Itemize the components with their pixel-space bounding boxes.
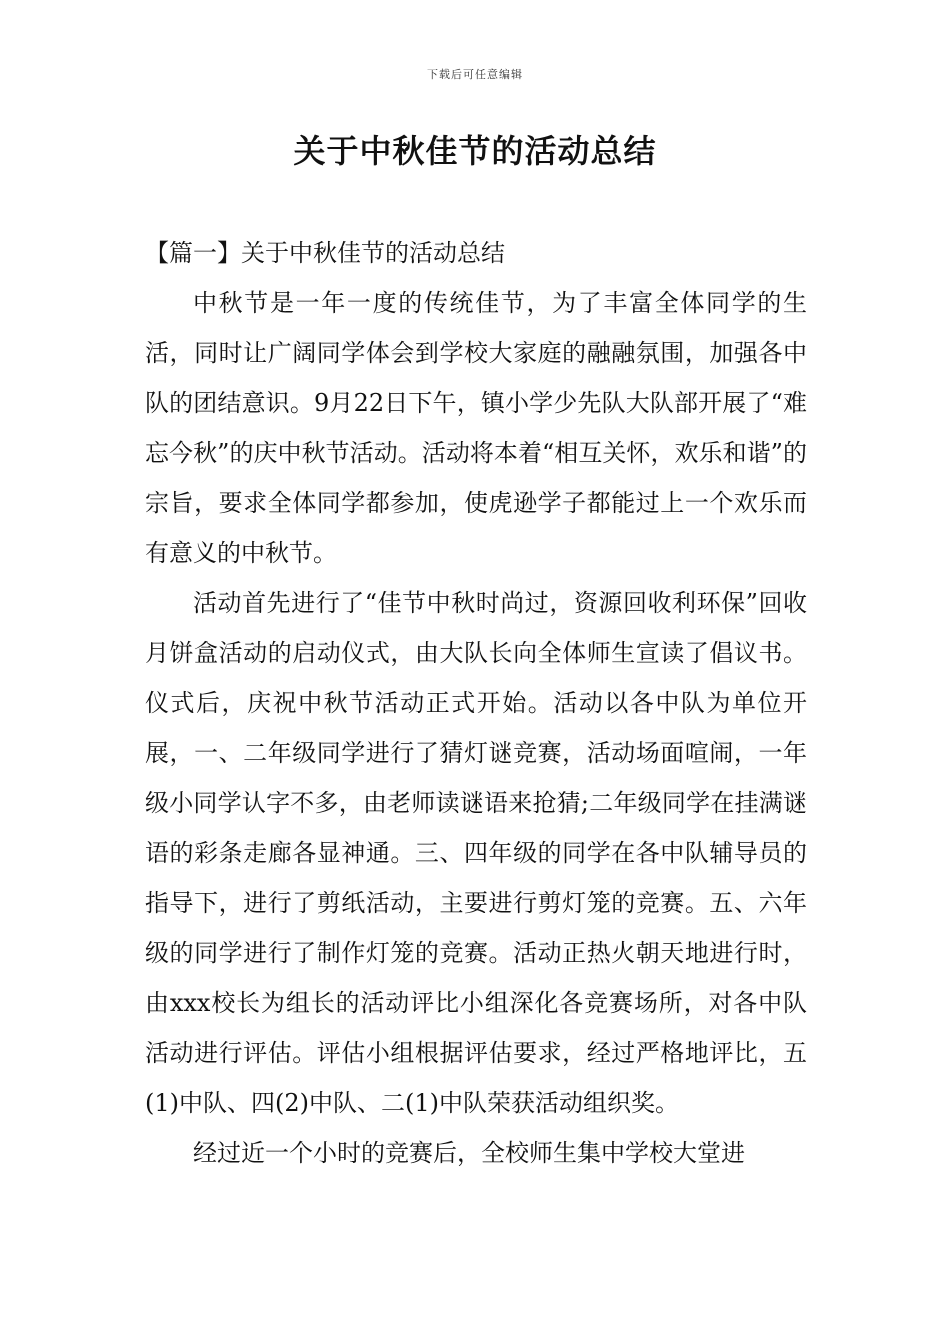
- document-body: [145, 228, 807, 1178]
- paragraph-closing: 经过近一个小时的竞赛后，全校师生集中学校大堂进: [193, 1139, 745, 1167]
- header-note: 下载后可任意编辑: [427, 68, 523, 81]
- section-heading: 【篇一】关于中秋佳节的活动总结: [145, 239, 505, 267]
- document-title: 关于中秋佳节的活动总结: [293, 132, 657, 170]
- paragraph-activities: 活动首先进行了“佳节中秋时尚过，资源回收利环保”回收月饼盒活动的启动仪式，由大队长向全体师生宣读了倡议书。仪式后，庆祝中秋节活动正式开始。活动以各中队为单位开展，一、二年级同学进行了猜灯谜竞赛，活动场面喧闹，一年级小同学认字不多，由老师读谜语来抢猜;二年级同学在挂满谜语的彩条走廊各显神通。三、四年级的同学在各中队辅导员的指导下，进行了剪纸活动，主要进行剪灯笼的竞赛。五、六年级的同学进行了制作灯笼的竞赛。活动正热火朝天地进行时，由xxx校长为组长的活动评比小组深化各竞赛场所，对各中队活动进行评估。评估小组根据评估要求，经过严格地评比，五(1)中队、四(2)中队、二(1)中队荣获活动组织奖。: [145, 589, 807, 1117]
- paragraph-intro: 中秋节是一年一度的传统佳节，为了丰富全体同学的生活，同时让广阔同学体会到学校大家庭的融融氛围，加强各中队的团结意识。9月22日下午，镇小学少先队大队部开展了“难忘今秋”的庆中秋节活动。活动将本着“相互关怀，欢乐和谐”的宗旨，要求全体同学都参加，使虎逊学子都能过上一个欢乐而有意义的中秋节。: [145, 289, 807, 567]
